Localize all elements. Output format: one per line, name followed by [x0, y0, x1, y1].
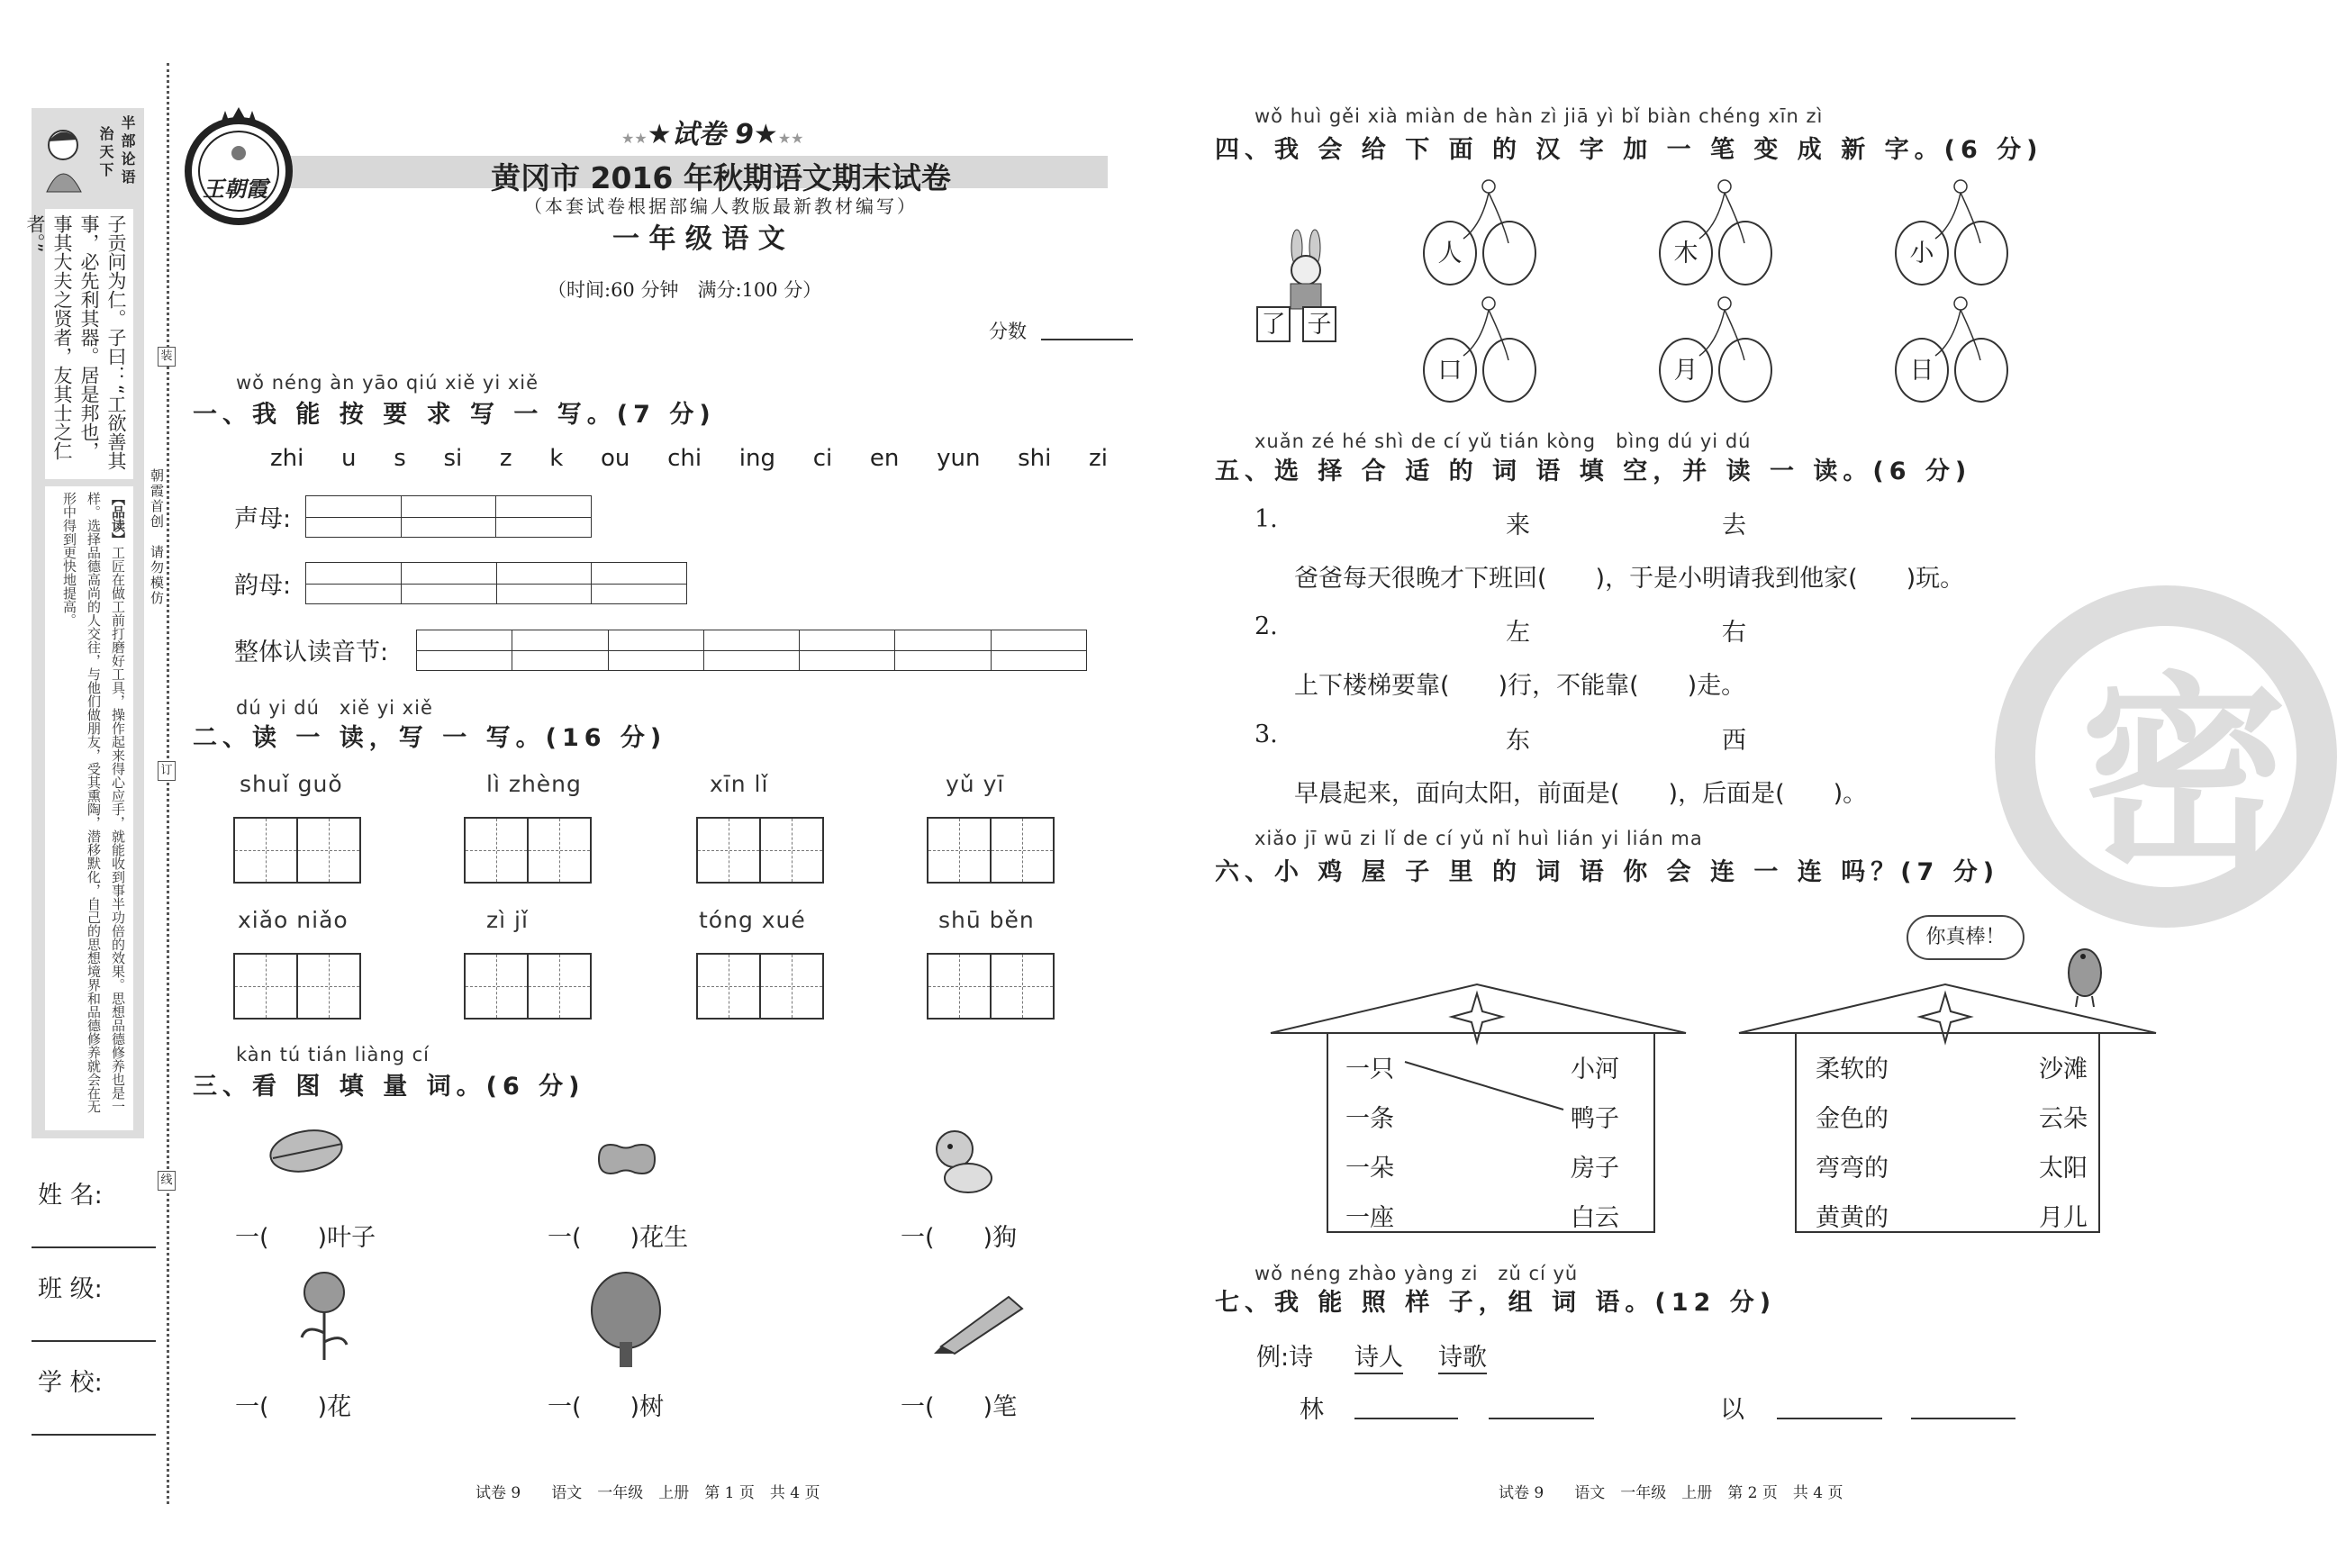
writing-box[interactable] — [233, 953, 361, 1020]
word-pinyin: xiǎo niǎo — [238, 907, 349, 933]
letter: zhi — [270, 445, 304, 472]
letter: yun — [937, 445, 981, 472]
q1-letters — [270, 445, 1108, 472]
house2-roof — [1739, 984, 2156, 1033]
peanut-icon — [590, 1137, 662, 1182]
finals-grid[interactable] — [305, 562, 687, 604]
q6-title: 六、小 鸡 屋 子 里 的 词 语 你 会 连 一 连 吗？(7 分) — [1215, 858, 2000, 886]
writing-box[interactable] — [233, 817, 361, 884]
match-word[interactable]: 小河 — [1571, 1056, 1619, 1083]
badge-col-1: 半部论语 — [119, 115, 136, 187]
measure-word-item[interactable]: 一( )狗 — [901, 1224, 1018, 1252]
fill-sentence[interactable]: 上下楼梯要靠( )行，不能靠( )走。 — [1294, 672, 1746, 700]
q6-pinyin: xiǎo jī wū zi lǐ de cí yǔ nǐ huì lián yi lián ma — [1255, 828, 1703, 849]
q1-pinyin: wǒ néng àn yāo qiú xiě yi xiě — [236, 372, 539, 394]
letter: zi — [1089, 445, 1108, 472]
cherry-char: 月 — [1659, 338, 1713, 403]
finals-label: 韵母: — [234, 572, 292, 600]
tree-icon — [585, 1270, 666, 1369]
cherry-answer[interactable] — [1954, 221, 2008, 286]
initials-label: 声母: — [234, 505, 292, 533]
match-word[interactable]: 鸭子 — [1571, 1105, 1619, 1133]
example-card: 了 — [1256, 306, 1291, 342]
example-connect-line — [1405, 1062, 1563, 1110]
measure-word-item[interactable]: 一( )花生 — [548, 1224, 689, 1252]
measure-word-item[interactable]: 一( )花 — [235, 1393, 352, 1421]
class-field[interactable] — [32, 1340, 156, 1342]
word-pinyin: zì jǐ — [486, 907, 529, 933]
sidebar-comment — [45, 486, 133, 1130]
word-pinyin: yǔ yī — [946, 771, 1005, 797]
char-lin: 林 — [1300, 1396, 1324, 1424]
match-word[interactable]: 太阳 — [2039, 1155, 2088, 1183]
match-word[interactable]: 柔软的 — [1816, 1056, 1889, 1083]
match-word[interactable]: 白云 — [1571, 1204, 1619, 1232]
item-number: 3. — [1255, 721, 1278, 748]
writing-box[interactable] — [927, 817, 1055, 884]
q7-pinyin: wǒ néng zhào yàng zi zǔ cí yǔ — [1255, 1263, 1579, 1284]
cherry-char: 口 — [1423, 338, 1477, 403]
comment-label: 【品读】 — [110, 492, 126, 546]
comment-text: 工匠在做工前打磨好工具，操作起来得心应手，就能收到事半功倍的效果。思想品德修养也是一样。选择品德高尚的人交往，与他们做朋友，受其熏陶，潜移默化，自己的思想境界和品德修养就会在无形中得到更快地提高。 — [61, 492, 126, 1113]
speech-bubble — [1907, 915, 2024, 960]
match-word[interactable]: 一只 — [1345, 1056, 1394, 1083]
cherry-char: 木 — [1659, 221, 1713, 286]
option-b: 去 — [1722, 512, 1746, 539]
match-word[interactable]: 房子 — [1571, 1155, 1619, 1183]
cherry-answer[interactable] — [1954, 338, 2008, 403]
logo-seal-icon — [185, 104, 293, 230]
leaf-icon — [266, 1124, 351, 1178]
watermark-seal — [1995, 585, 2337, 928]
binding-line — [167, 63, 169, 1504]
series-text: 试卷 9 — [671, 119, 754, 150]
school-field[interactable] — [32, 1434, 156, 1436]
word-pinyin: lì zhèng — [486, 771, 582, 797]
letter: z — [499, 445, 512, 472]
letter: u — [341, 445, 357, 472]
bubble-text: 你真棒！ — [1925, 926, 2006, 948]
badge-col-2: 治天下 — [97, 126, 114, 180]
writing-box[interactable] — [464, 953, 592, 1020]
letter: k — [549, 445, 564, 472]
char-yi: 以 — [1720, 1396, 1744, 1424]
whole-syllable-label: 整体认读音节: — [234, 639, 389, 666]
example-word: 诗歌 — [1438, 1337, 1487, 1374]
letter: en — [869, 445, 900, 472]
cherry-char: 人 — [1423, 221, 1477, 286]
word-pinyin: shuǐ guǒ — [240, 771, 343, 797]
fill-sentence[interactable]: 爸爸每天很晚才下班回( )，于是小明请我到他家( )玩。 — [1294, 565, 1965, 593]
example-word: 诗人 — [1354, 1337, 1403, 1374]
writing-box[interactable] — [696, 953, 824, 1020]
logo-text: 王朝霞 — [203, 176, 267, 202]
match-word[interactable]: 一朵 — [1345, 1155, 1394, 1183]
score-label: 分数 — [989, 321, 1027, 342]
q5-title: 五、选 择 合 适 的 词 语 填 空，并 读 一 读。(6 分) — [1215, 458, 1972, 485]
word-blank[interactable] — [1354, 1418, 1458, 1419]
whole-syllable-grid[interactable] — [416, 630, 1087, 671]
notice-text: 朝霞首创 请勿模仿 — [149, 468, 165, 606]
word-pinyin: shū běn — [938, 907, 1035, 933]
q4-title: 四、我 会 给 下 面 的 汉 字 加 一 笔 变 成 新 字。(6 分) — [1215, 136, 2043, 164]
q7-title: 七、我 能 照 样 子，组 词 语。(12 分) — [1215, 1289, 1777, 1317]
name-label: 姓 名: — [38, 1182, 103, 1210]
logo — [185, 104, 293, 230]
cherry-char: 小 — [1895, 221, 1949, 286]
cherry-answer[interactable] — [1482, 221, 1536, 286]
score-field[interactable] — [1041, 339, 1133, 340]
watermark-text: 密 — [2079, 655, 2287, 896]
writing-box[interactable] — [927, 953, 1055, 1020]
binding-mark-2: 订 — [158, 761, 176, 781]
grade-subject: 一 年 级 语 文 — [612, 223, 785, 255]
option-a: 左 — [1506, 619, 1530, 647]
letter: ing — [738, 445, 775, 472]
house1-right — [1571, 1045, 1619, 1243]
house2-star — [1920, 993, 1970, 1042]
match-word[interactable]: 沙滩 — [2039, 1056, 2088, 1083]
match-word[interactable]: 黄黄的 — [1816, 1204, 1889, 1232]
q1-title: 一、我 能 按 要 求 写 一 写。(7 分) — [193, 401, 716, 429]
house1-roof — [1271, 984, 1686, 1033]
item-number: 1. — [1255, 505, 1278, 533]
cherry-char: 日 — [1895, 338, 1949, 403]
match-word[interactable]: 月儿 — [2039, 1204, 2088, 1232]
option-a: 来 — [1506, 512, 1530, 539]
measure-word-item[interactable]: 一( )树 — [548, 1393, 665, 1421]
word-blank[interactable] — [1777, 1418, 1882, 1419]
school-label: 学 校: — [38, 1369, 103, 1397]
word-blank[interactable] — [1911, 1418, 2015, 1419]
binding-mark-1: 装 — [158, 347, 176, 367]
option-b: 西 — [1722, 727, 1746, 755]
letter: shi — [1018, 445, 1052, 472]
exam-time: （时间:60 分钟 满分:100 分） — [548, 279, 822, 301]
class-label: 班 级: — [38, 1275, 103, 1303]
writing-box[interactable] — [696, 817, 824, 884]
sidebar-badge — [36, 115, 140, 205]
fill-sentence[interactable]: 早晨起来，面向太阳，前面是( )，后面是( )。 — [1294, 780, 1868, 808]
q3-title: 三、看 图 填 量 词。(6 分) — [193, 1073, 585, 1101]
match-word[interactable]: 金色的 — [1816, 1105, 1889, 1133]
item-number: 2. — [1255, 612, 1278, 640]
example-card: 子 — [1302, 306, 1336, 342]
dog-icon — [923, 1124, 1000, 1201]
match-word[interactable]: 一座 — [1345, 1204, 1394, 1232]
letter: s — [394, 445, 406, 472]
houses — [1261, 977, 2170, 1247]
q4-pinyin: wǒ huì gěi xià miàn de hàn zì jiā yì bǐ biàn chéng xīn zì — [1255, 105, 1824, 127]
exam-title: 黄冈市 2016 年秋期语文期末试卷 — [491, 160, 951, 195]
sidebar-quote: 子贡问为仁。子曰：“工欲善其事，必先利其器。居是邦也，事其大夫之贤者，友其士之仁者。” — [45, 209, 133, 479]
series-label: ★★★试卷 9★★★ — [621, 119, 804, 150]
confucius-icon — [36, 120, 90, 201]
binding-mark-3: 线 — [158, 1171, 176, 1191]
exam-subtitle: （本套试卷根据部编人教版最新教材编写） — [524, 195, 918, 217]
cherry-answer[interactable] — [1718, 338, 1772, 403]
cherry-answer[interactable] — [1482, 338, 1536, 403]
letter: ci — [812, 445, 833, 472]
initials-grid[interactable] — [305, 495, 592, 538]
letter: si — [443, 445, 463, 472]
q5-pinyin: xuǎn zé hé shì de cí yǔ tián kòng bìng dú yi dú — [1255, 431, 1752, 452]
measure-word-item[interactable]: 一( )叶子 — [235, 1224, 376, 1252]
house2-left — [1816, 1045, 1889, 1243]
name-field[interactable] — [32, 1246, 156, 1248]
footer-right: 试卷 9 语文 一年级 上册 第 2 页 共 4 页 — [1499, 1484, 1843, 1502]
letter: ou — [601, 445, 630, 472]
option-a: 东 — [1506, 727, 1530, 755]
word-blank[interactable] — [1489, 1418, 1594, 1419]
measure-word-item[interactable]: 一( )笔 — [901, 1393, 1018, 1421]
house1-star — [1452, 993, 1502, 1042]
q3-pinyin: kàn tú tián liàng cí — [236, 1044, 430, 1065]
footer-left: 试卷 9 语文 一年级 上册 第 1 页 共 4 页 — [476, 1484, 820, 1502]
word-pinyin: tóng xué — [699, 907, 806, 933]
cherry-answer[interactable] — [1718, 221, 1772, 286]
rose-icon — [288, 1265, 360, 1364]
letter: chi — [667, 445, 702, 472]
match-word[interactable]: 云朵 — [2039, 1105, 2088, 1133]
house2-right — [2039, 1045, 2088, 1243]
q2-pinyin: dú yi dú xiě yi xiě — [236, 697, 433, 719]
q2-title: 二、读 一 读，写 一 写。(16 分) — [193, 724, 667, 752]
match-word[interactable]: 一条 — [1345, 1105, 1394, 1133]
writing-box[interactable] — [464, 817, 592, 884]
option-b: 右 — [1722, 619, 1746, 647]
pen-icon — [932, 1283, 1031, 1355]
word-pinyin: xīn lǐ — [710, 771, 769, 797]
house1-left — [1345, 1045, 1394, 1243]
example-label: 例:诗 — [1256, 1344, 1314, 1372]
rabbit-icon — [1265, 230, 1346, 311]
match-word[interactable]: 弯弯的 — [1816, 1155, 1889, 1183]
